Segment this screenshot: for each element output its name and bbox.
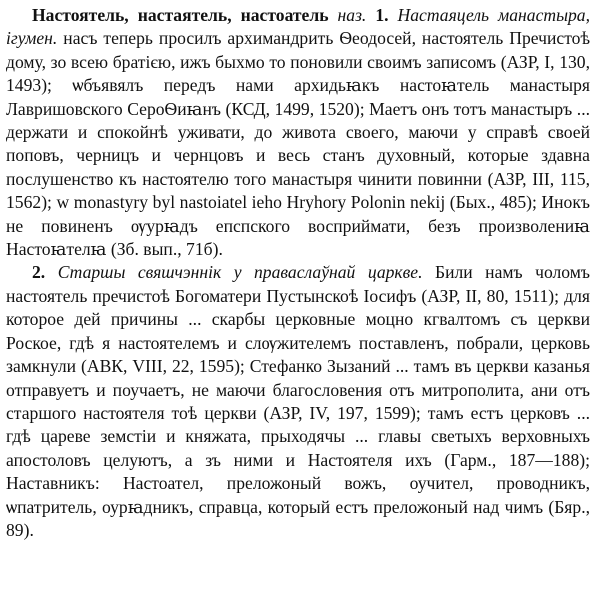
part-of-speech: наз.	[337, 5, 367, 25]
sense-2-number: 2.	[32, 262, 46, 283]
sense-2-gloss: Старшы свяшчэннік у праваслаўнай царкве.	[57, 262, 423, 283]
sense-1-citations: насъ теперь просилъ архимандрить Ѳеодосей, настоятель Пречистоѣ дому, зо всею братією, ижъ быхмо то поновили своимъ записомъ (АЗР, I, 130, 1493); ѡбъявялъ передъ нами архидьꙗкъ настоꙗтель манастыря Лавришовского СероѲиꙗнъ (КСД, 1499, 1520); Маетъ онъ тотъ манастыръ ... держати и спокойнѣ уживати, до живота своего, маючи у справѣ своей поповъ, черницъ и чернцовъ и весь станъ духовный, которые здавна послушенство къ настоятелю того манастыря чинити повинни (АЗР, III, 115, 1562); w monastyry byl nastoiatel ieho Hryhory Polonin nekij (Бых., 485); Инокъ не повиненъ ѹурꙗдъ епспского восприймати, безъ произволениꙗ Настоꙗтелꙗ (Зб. вып., 71б).	[6, 28, 591, 260]
sense-2-paragraph	[6, 261, 590, 542]
sense-1-gloss: Настаяцель манастыра, ігумен.	[6, 5, 590, 49]
dictionary-entry	[6, 4, 590, 542]
sense-1-paragraph	[6, 4, 590, 261]
sense-1-number: 1.	[375, 5, 389, 25]
entry-headword: Настоятель, настаятель, настоатель	[32, 5, 329, 25]
sense-2-citations: Били намъ чоломъ настоятель пречистоѣ Богоматери Пустынскоѣ Іосифъ (АЗР, II, 80, 1511); для которое дей причины ... скарбы церковные моцно кгвалтомъ съ церкви Роское, гдѣ я настоятелемъ и слѹжителемъ поставленъ, побрали, церковь замкнули (АВК, VIII, 22, 1595); Стефанко Зызаний ... тамъ въ церкви казанья отправуетъ и поучаетъ, не маючи благословения отъ митрополита, ани отъ старшого настоятеля тоѣ церкви (АЗР, IV, 197, 1599); тамъ естъ церковъ ... гдѣ цареве земстіи и княжата, прыходячы ... главы светыхъ верховныхъ апостоловъ целуютъ, а зъ ними и Настоятеля ихъ (Гарм., 187—188); Наставникъ: Настоател, преложоный вожъ, оучител, проводникъ, ѡпатритель, оурꙗдникъ, справца, который естъ преложоный над чимъ (Бяр., 89).	[6, 262, 590, 540]
